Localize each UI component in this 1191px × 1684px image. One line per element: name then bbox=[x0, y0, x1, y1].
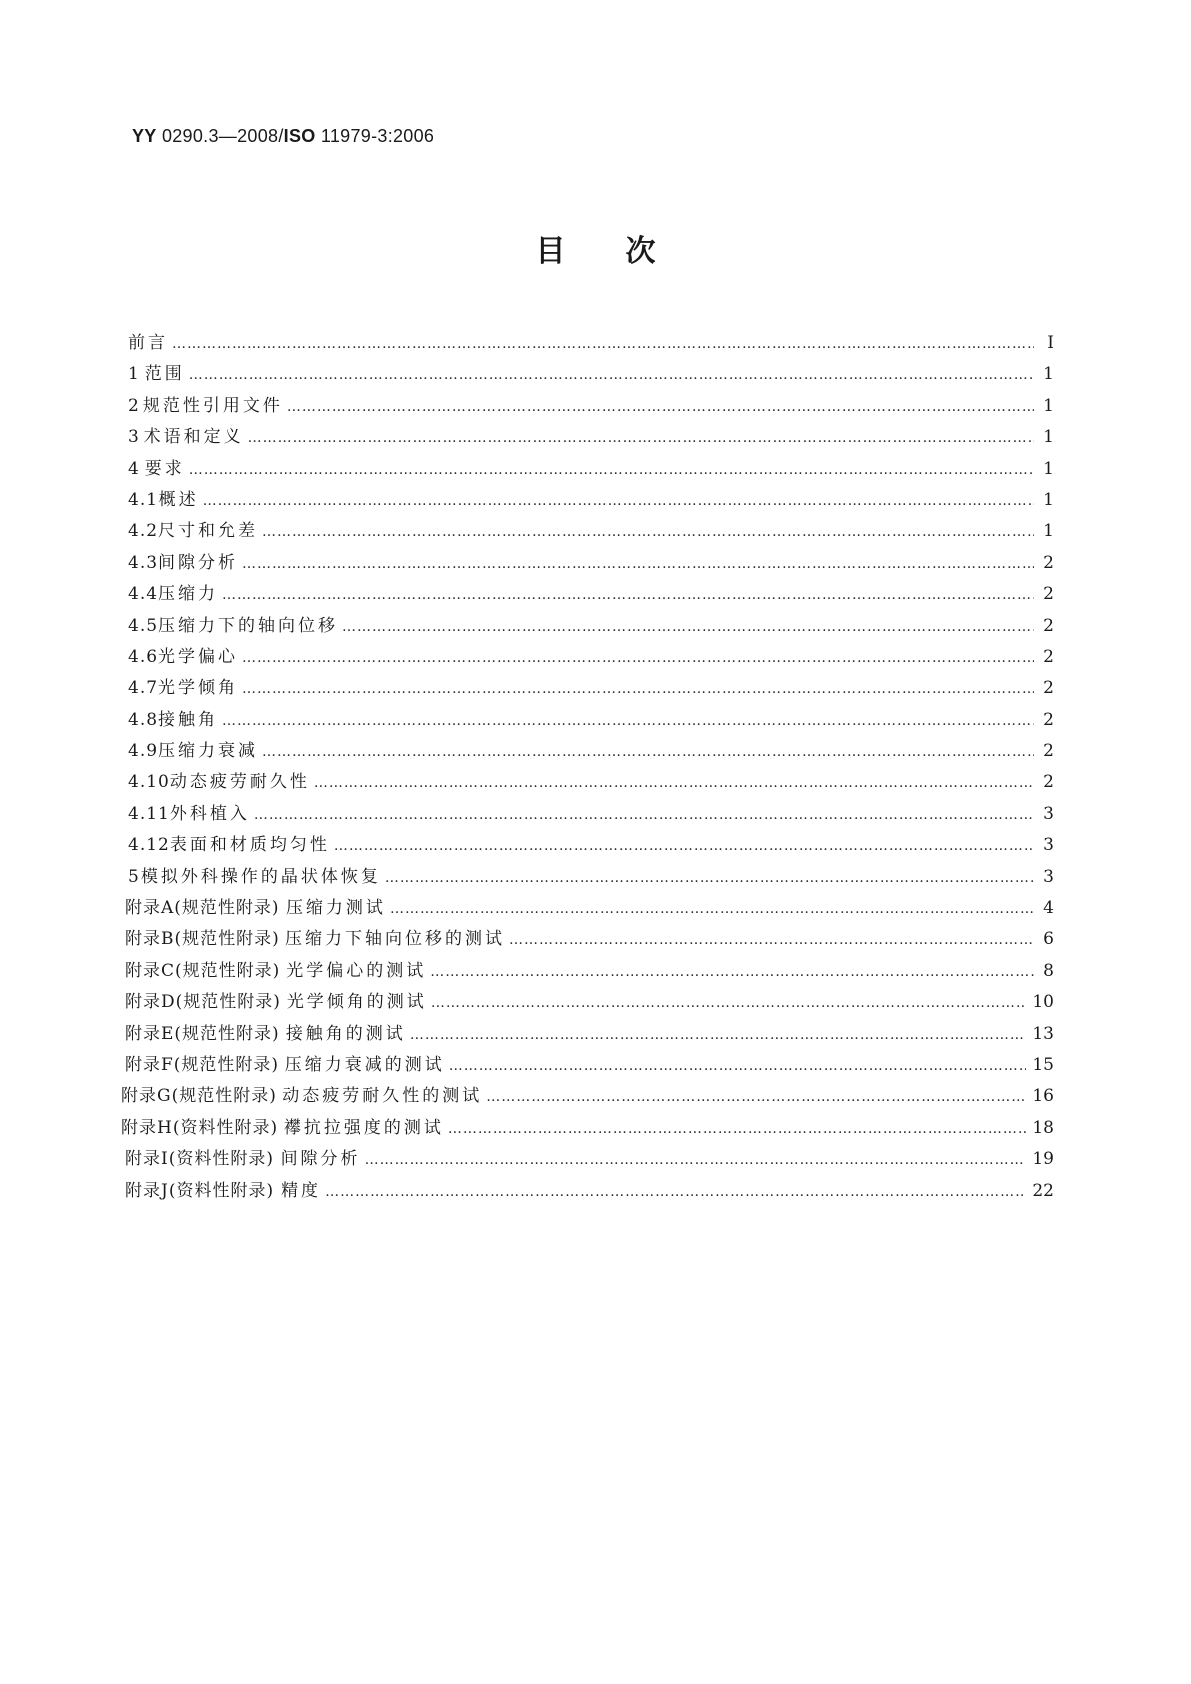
toc-entry-5[interactable] bbox=[128, 862, 1054, 893]
toc-appendix-label: 附录J(资料性附录) bbox=[125, 1180, 275, 1201]
toc-page-number: 1 bbox=[1043, 364, 1054, 385]
toc-entry-4-3[interactable] bbox=[128, 548, 1054, 579]
toc-appendix-label: 附录H(资料性附录) bbox=[121, 1117, 279, 1138]
toc-entry-4-8[interactable] bbox=[128, 705, 1054, 736]
toc-entry-1[interactable] bbox=[128, 359, 1054, 390]
toc-page-number: 2 bbox=[1043, 741, 1054, 762]
toc-appendix-label: 附录A(规范性附录) bbox=[125, 898, 280, 919]
toc-page-number: 2 bbox=[1043, 646, 1054, 667]
page-title: 目次 bbox=[535, 234, 716, 269]
toc-leader-dots bbox=[314, 775, 1034, 791]
toc-page-number: 19 bbox=[1032, 1149, 1054, 1170]
toc-entry-appendix-a[interactable] bbox=[125, 893, 1054, 924]
toc-entry-label: 光学偏心 bbox=[158, 646, 239, 667]
toc-page-number: 1 bbox=[1043, 458, 1054, 479]
toc-leader-dots bbox=[334, 838, 1034, 854]
toc-page-number: 15 bbox=[1032, 1054, 1054, 1075]
toc-entry-label: 术语和定义 bbox=[143, 427, 244, 448]
toc-entry-number: 4.10 bbox=[128, 772, 170, 793]
toc-appendix-title: 压缩力测试 bbox=[285, 898, 386, 919]
toc-leader-dots bbox=[342, 619, 1034, 635]
toc-entry-appendix-f[interactable] bbox=[125, 1050, 1054, 1081]
toc-appendix-title: 压缩力下轴向位移的测试 bbox=[284, 929, 505, 950]
toc-entry-appendix-i[interactable] bbox=[125, 1144, 1054, 1175]
toc-entry-label: 动态疲劳耐久性 bbox=[169, 772, 310, 793]
toc-entry-label: 压缩力衰减 bbox=[158, 741, 259, 762]
toc-leader-dots bbox=[486, 1089, 1026, 1105]
iso-number: 11979-3:2006 bbox=[320, 126, 435, 146]
toc-entry-label: 压缩力下的轴向位移 bbox=[158, 615, 339, 636]
toc-entry-number: 4.8 bbox=[128, 709, 159, 730]
toc-page-number: 2 bbox=[1043, 615, 1054, 636]
toc-page-number: 22 bbox=[1032, 1180, 1054, 1201]
toc-entry-number: 4.5 bbox=[128, 615, 159, 636]
toc-page-number: I bbox=[1047, 333, 1054, 353]
toc-appendix-title: 襻抗拉强度的测试 bbox=[283, 1117, 444, 1138]
toc-appendix-label: 附录F(规范性附录) bbox=[125, 1054, 280, 1075]
toc-page-number: 16 bbox=[1032, 1086, 1054, 1107]
toc-page-number: 2 bbox=[1043, 709, 1054, 730]
toc-entry-appendix-g[interactable] bbox=[121, 1081, 1054, 1112]
toc-leader-dots bbox=[203, 493, 1034, 509]
toc-appendix-title: 光学倾角的测试 bbox=[286, 992, 427, 1013]
toc-leader-dots bbox=[410, 1027, 1027, 1043]
toc-entry-4-7[interactable] bbox=[128, 673, 1054, 704]
toc-entry-appendix-h[interactable] bbox=[121, 1113, 1054, 1144]
toc-leader-dots bbox=[385, 870, 1034, 886]
toc-entry-4-11[interactable] bbox=[128, 799, 1054, 830]
toc-page-number: 8 bbox=[1043, 960, 1054, 981]
table-of-contents bbox=[121, 328, 1054, 1207]
toc-entry-number: 4.6 bbox=[128, 646, 159, 667]
standard-number: 0290.3—2008/ bbox=[161, 126, 284, 146]
toc-entry-4[interactable] bbox=[128, 454, 1054, 485]
standard-number-header bbox=[132, 126, 434, 147]
toc-entry-label: 尺寸和允差 bbox=[158, 521, 259, 542]
standard-prefix: YY bbox=[132, 126, 157, 146]
toc-page-number: 3 bbox=[1043, 803, 1054, 824]
toc-entry-label: 概述 bbox=[158, 489, 199, 510]
toc-entry-4-5[interactable] bbox=[128, 611, 1054, 642]
toc-entry-foreword[interactable] bbox=[128, 328, 1054, 359]
toc-page-number: 18 bbox=[1032, 1117, 1054, 1138]
toc-leader-dots bbox=[242, 556, 1034, 572]
toc-appendix-label: 附录G(规范性附录) bbox=[121, 1086, 277, 1107]
toc-leader-dots bbox=[222, 713, 1034, 729]
toc-appendix-label: 附录C(规范性附录) bbox=[125, 960, 281, 981]
toc-entry-number: 4.4 bbox=[128, 584, 159, 605]
toc-entry-label: 光学倾角 bbox=[158, 678, 239, 699]
toc-leader-dots bbox=[325, 1184, 1026, 1200]
toc-entry-4-12[interactable] bbox=[128, 830, 1054, 861]
toc-page-number: 1 bbox=[1043, 395, 1054, 416]
toc-leader-dots bbox=[287, 399, 1034, 415]
toc-appendix-title: 动态疲劳耐久性的测试 bbox=[282, 1086, 483, 1107]
toc-entry-label: 外科植入 bbox=[169, 803, 250, 824]
toc-entry-label: 范围 bbox=[144, 364, 185, 385]
toc-entry-number: 4.9 bbox=[128, 741, 159, 762]
toc-entry-label: 规范性引用文件 bbox=[142, 395, 283, 416]
toc-leader-dots bbox=[254, 807, 1034, 823]
toc-appendix-title: 光学偏心的测试 bbox=[286, 960, 427, 981]
toc-entry-4-6[interactable] bbox=[128, 642, 1054, 673]
toc-leader-dots bbox=[189, 462, 1034, 478]
toc-leader-dots bbox=[430, 964, 1034, 980]
toc-entry-2[interactable] bbox=[128, 391, 1054, 422]
toc-entry-appendix-c[interactable] bbox=[125, 956, 1054, 987]
toc-entry-4-4[interactable] bbox=[128, 579, 1054, 610]
toc-leader-dots bbox=[242, 681, 1034, 697]
toc-entry-label: 间隙分析 bbox=[158, 552, 239, 573]
toc-entry-number: 4.3 bbox=[128, 552, 159, 573]
toc-leader-dots bbox=[448, 1121, 1027, 1137]
toc-leader-dots bbox=[248, 430, 1034, 446]
toc-entry-number: 4.1 bbox=[128, 489, 159, 510]
toc-entry-number: 4.2 bbox=[128, 521, 159, 542]
toc-leader-dots bbox=[365, 1152, 1027, 1168]
toc-page-number: 10 bbox=[1032, 992, 1054, 1013]
toc-page-number: 1 bbox=[1043, 489, 1054, 510]
toc-entry-label: 表面和材质均匀性 bbox=[169, 835, 330, 856]
toc-entry-label: 要求 bbox=[144, 458, 185, 479]
toc-page-number: 1 bbox=[1043, 521, 1054, 542]
toc-entry-number: 2 bbox=[128, 395, 140, 416]
toc-entry-label: 前言 bbox=[128, 333, 168, 353]
toc-page-number: 2 bbox=[1043, 678, 1054, 699]
toc-appendix-label: 附录I(资料性附录) bbox=[125, 1149, 274, 1170]
toc-entry-number: 4 bbox=[128, 458, 140, 479]
toc-leader-dots bbox=[242, 650, 1034, 666]
toc-entry-label: 模拟外科操作的晶状体恢复 bbox=[140, 866, 381, 887]
toc-entry-number: 4.12 bbox=[128, 835, 170, 856]
toc-leader-dots bbox=[509, 932, 1034, 948]
iso-prefix: ISO bbox=[283, 126, 316, 146]
toc-entry-4-10[interactable] bbox=[128, 767, 1054, 798]
toc-entry-appendix-d[interactable] bbox=[125, 987, 1054, 1018]
toc-page-number: 2 bbox=[1043, 772, 1054, 793]
toc-entry-label: 压缩力 bbox=[158, 584, 219, 605]
toc-leader-dots bbox=[431, 995, 1027, 1011]
toc-entry-4-2[interactable] bbox=[128, 516, 1054, 547]
toc-entry-number: 3 bbox=[128, 427, 140, 448]
toc-page-number: 2 bbox=[1043, 584, 1054, 605]
toc-entry-4-9[interactable] bbox=[128, 736, 1054, 767]
toc-leader-dots bbox=[390, 901, 1034, 917]
toc-entry-appendix-j[interactable] bbox=[125, 1176, 1054, 1207]
toc-page-number: 3 bbox=[1043, 835, 1054, 856]
toc-leader-dots bbox=[449, 1058, 1027, 1074]
toc-entry-3[interactable] bbox=[128, 422, 1054, 453]
toc-entry-4-1[interactable] bbox=[128, 485, 1054, 516]
toc-entry-appendix-e[interactable] bbox=[125, 1019, 1054, 1050]
toc-appendix-title: 精度 bbox=[281, 1180, 322, 1201]
toc-entry-number: 5 bbox=[128, 866, 140, 887]
toc-appendix-label: 附录E(规范性附录) bbox=[125, 1023, 280, 1044]
toc-page-number: 1 bbox=[1043, 427, 1054, 448]
toc-page-number: 4 bbox=[1043, 898, 1054, 919]
toc-page-number: 3 bbox=[1043, 866, 1054, 887]
toc-appendix-label: 附录B(规范性附录) bbox=[125, 929, 280, 950]
toc-appendix-label: 附录D(规范性附录) bbox=[125, 992, 281, 1013]
toc-page-number: 2 bbox=[1043, 552, 1054, 573]
toc-leader-dots bbox=[262, 744, 1034, 760]
toc-page-number: 13 bbox=[1032, 1023, 1054, 1044]
toc-entry-number: 1 bbox=[128, 364, 140, 385]
toc-appendix-title: 间隙分析 bbox=[280, 1149, 361, 1170]
toc-leader-dots bbox=[262, 524, 1034, 540]
toc-appendix-title: 压缩力衰减的测试 bbox=[284, 1054, 445, 1075]
toc-leader-dots bbox=[222, 587, 1034, 603]
toc-leader-dots bbox=[189, 367, 1034, 383]
toc-page-number: 6 bbox=[1043, 929, 1054, 950]
toc-entry-label: 接触角 bbox=[158, 709, 219, 730]
toc-appendix-title: 接触角的测试 bbox=[285, 1023, 406, 1044]
toc-entry-number: 4.7 bbox=[128, 678, 159, 699]
toc-leader-dots bbox=[172, 336, 1034, 352]
toc-entry-number: 4.11 bbox=[128, 803, 170, 824]
toc-entry-appendix-b[interactable] bbox=[125, 924, 1054, 955]
